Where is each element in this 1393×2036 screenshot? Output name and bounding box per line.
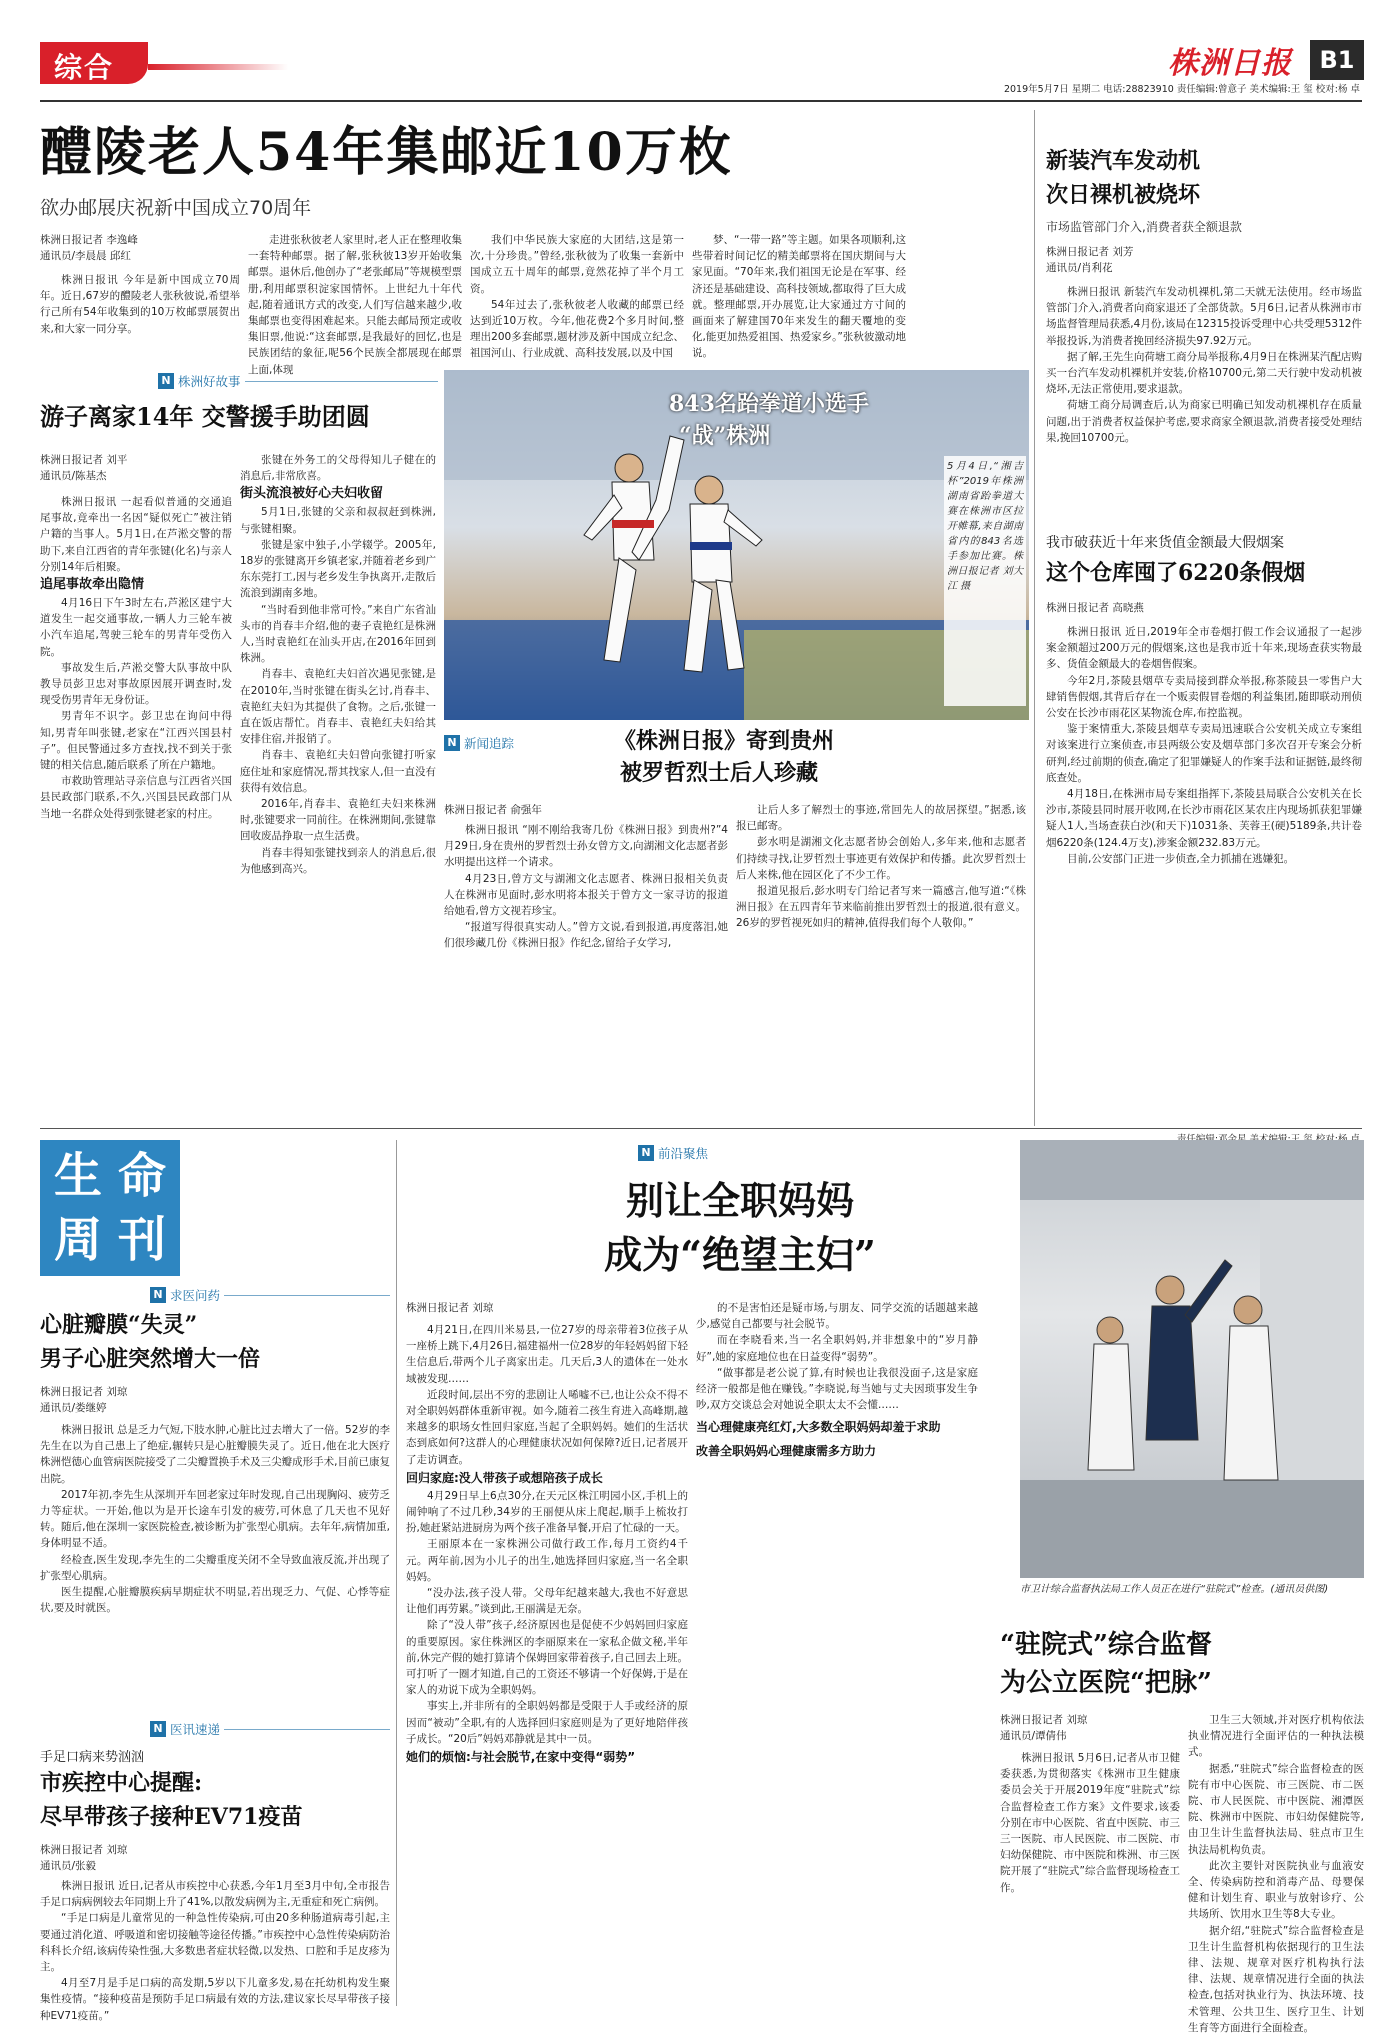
section-tag — [40, 42, 148, 84]
guizhou-byline: 株洲日报记者 俞强年 — [444, 804, 542, 816]
hfmd-byline: 株洲日报记者 刘琼 通讯员/张毅 — [40, 1844, 128, 1872]
guizhou-para: 彭水明是湖湘文化志愿者协会创始人,多年来,他和志愿者们持续寻找,让罗哲烈士事迹更有效保护和传播。此次罗哲烈士后人来株,他在园区化了不少工作。 — [736, 836, 1026, 881]
kicker-text: 前沿聚焦 — [658, 1146, 709, 1161]
kicker-n-icon: N — [638, 1145, 654, 1161]
lead-title: 醴陵老人54年集邮近10万枚 — [40, 122, 733, 183]
mom-para: 的不是害怕还是疑市场,与朋友、同学交流的话题越来越少,感觉自己都要与社会脱节。 — [696, 1302, 978, 1331]
traffic-para: 肖春丰得知张键找到亲人的消息后,很为他感到高兴。 — [240, 846, 436, 875]
hospital-title-1: “驻院式”综合监督 — [1000, 1630, 1212, 1660]
traffic-para: 4月16日下午3时左右,芦淞区建宁大道发生一起交通事故,一辆人力三轮车被小汽车追尾,驾驶三轮车的男青年受伤入院。 — [40, 597, 232, 658]
mom-sub-1: 回归家庭:没人带孩子或想陪孩子成长 — [406, 1470, 603, 1485]
mom-para: “做事都是老公说了算,有时候也让我很没面子,这是家庭经济一般都是他在赚钱。”李晓说,每当她与丈夫因琐事发生争吵,双方交谈总会对她说全职太太不会懂…… — [696, 1366, 978, 1412]
lead-para: 54年过去了,张秋彼老人收藏的邮票已经达到近10万枚。今年,他花费2个多月时间,整理出200多套邮票,题材涉及新中国成立纪念、祖国河山、行业成就、高科技发展,以及中国 — [470, 298, 684, 360]
traffic-para: “当时看到他非常可怜。”来自广东省汕头市的肖春丰介绍,他的妻子袁艳红是株洲人,当时袁艳红在汕头开店,在2016年回到株洲。 — [240, 603, 436, 665]
hospital-body — [1000, 1750, 1180, 2006]
traffic-para: 张键是家中独子,小学辍学。2005年,18岁的张键离开乡镇老家,并随着老乡到广东东莞打工,因与老乡发生争执离开,走散后流浪到湖南多地。 — [240, 538, 436, 600]
vertical-rule-right — [1034, 110, 1035, 1126]
page-number — [1310, 40, 1364, 80]
cig-para: 目前,公安部门正进一步侦查,全力抓捕在逃嫌犯。 — [1067, 852, 1295, 865]
hospital-para: 卫生三大领域,并对医疗机构依法执业情况进行全面评估的一种执法模式。 — [1188, 1714, 1364, 1759]
photo-title-line-2: “战”株洲 — [679, 423, 771, 449]
hfmd-para: “手足口病是儿童常见的一种急性传染病,可由20多种肠道病毒引起,主要通过消化道、呼吸道和密切接触等途径传播。”市疾控中心急性传染病防治科科长介绍,该病传染性强,大多数患者症状轻微,以发热、口腔和手足皮疹为主。 — [40, 1912, 390, 1974]
car-title-2: 次日裸机被烧坏 — [1046, 182, 1201, 208]
paper-name: 株洲日报 — [1168, 46, 1292, 81]
heart-title-1: 心脏瓣膜“失灵” — [40, 1312, 198, 1338]
heart-para: 2017年初,李先生从深圳开车回老家过年时发现,自己出现胸闷、疲劳乏力等症状。一开始,他以为是开长途车引发的疲劳,可休息了几天也不见好转。随后,他在深圳一家医院检查,被诊断为扩张型心肌病。去年年,病情加重,身体明显不适。 — [40, 1488, 390, 1550]
mom-para: 4月21日,在四川米易县,一位27岁的母亲带着3位孩子从一座桥上跳下,4月26日,福建福州一位28岁的年轻妈妈留下轻生信息后,带两个儿子离家出走。几天后,3人的遗体在一处水域被发现…… — [406, 1324, 688, 1385]
heart-para: 医生提醒,心脏瓣膜疾病早期症状不明显,若出现乏力、气促、心悸等症状,要及时就医。 — [40, 1586, 390, 1615]
cig-para: 株洲日报讯 近日,2019年全市卷烟打假工作会议通报了一起涉案金额超过200万元的假烟案,这也是我市近十年来,现场查获实物最多、货值金额最大的卷烟售假案。 — [1046, 626, 1362, 671]
cig-title: 这个仓库囤了6220条假烟 — [1046, 560, 1306, 586]
guizhou-para: 让后人多了解烈士的事迹,常回先人的故居探望。”据悉,该报已邮寄。 — [736, 804, 1026, 833]
kicker-tracking — [444, 734, 604, 752]
kicker-n-icon: N — [150, 1721, 166, 1737]
kicker-text: 求医问药 — [170, 1288, 221, 1303]
lead-col-2 — [248, 232, 462, 376]
mom-para: 王丽原本在一家株洲公司做行政工作,每月工资约4千元。两年前,因为小儿子的出生,她选择回归家庭,当一名全职妈妈。 — [406, 1538, 688, 1583]
mom-col-1 — [406, 1322, 688, 2006]
car-title-1: 新装汽车发动机 — [1046, 148, 1201, 174]
lead-para: 株洲日报讯 今年是新中国成立70周年。近日,67岁的醴陵老人张秋彼说,希望举行己所有54年收集到的10万枚邮票展贺出来,和大家一同分享。 — [40, 274, 240, 335]
lead-para: 我们中华民族大家庭的大团结,这是第一次,十分珍贵。”曾经,张秋彼为了收集一套新中国成立五十周年的邮票,竟然花掉了半个月工资。 — [470, 234, 684, 295]
lead-byline: 株洲日报记者 李逸峰 通讯员/李晨晨 邱红 — [40, 234, 138, 262]
life-char-3: 周 — [53, 1212, 102, 1268]
mom-col-2 — [696, 1300, 978, 2006]
car-para: 据了解,王先生向荷塘工商分局举报称,4月9日在株洲某汽配店购买一台汽车发动机裸机并安装,价格10700元,第二天行驶中发动机被烧坏,无法正常使用,要求退款。 — [1046, 350, 1362, 396]
traffic-para: 事故发生后,芦淞交警大队事故中队教导员彭卫忠对事故原因展开调查时,发现受伤男青年无身份证。 — [40, 661, 232, 707]
car-para: 荷塘工商分局调查后,认为商家已明确已知发动机裸机存在质量问题,出于消费者权益保护考虑,要求商家全额退款,消费者接受处理结果,挽回10700元。 — [1046, 399, 1362, 444]
lead-col-3 — [470, 232, 684, 372]
hospital-para: 据悉,“驻院式”综合监督检查的医院有市中心医院、市三医院、市二医院、市人民医院、市中医院、湘潭医院、株洲市中医院、市妇幼保健院等,由卫生计生监督执法局、驻点市卫生执法局机构负责。 — [1188, 1762, 1364, 1856]
kicker-text: 医讯速递 — [170, 1722, 221, 1737]
mom-para: 除了“没人带”孩子,经济原因也是促使不少妈妈回归家庭的重要原因。家住株洲区的李丽原来在一家私企做文秘,半年前,休完产假的她打算请个保姆回家带着孩子,自己回去上班。可打听了一圈才知道,自己的工资还不够请一个好保姆,于是在家人的劝说下成为全职妈妈。 — [406, 1619, 688, 1697]
traffic-para: 肖春丰、袁艳红夫妇首次遇见张键,是在2010年,当时张键在街头乞讨,肖春丰、袁艳红夫妇为其提供了食物。之后,张键一直在饭店帮忙。肖春丰、袁艳红夫妇给其安排住宿,并报销了。 — [240, 668, 436, 746]
hfmd-body — [40, 1878, 390, 2022]
traffic-byline: 株洲日报记者 刘平 通讯员/陈基杰 — [40, 454, 128, 482]
mom-byline: 株洲日报记者 刘琼 — [406, 1302, 494, 1314]
hfmd-para: 株洲日报讯 近日,记者从市疾控中心获悉,今年1月至3月中旬,全市报告手足口病病例较去年同期上升了41%,以散发病例为主,无重症和死亡病例。 — [40, 1880, 390, 1909]
kicker-frontier — [638, 1144, 768, 1162]
mom-para: 而在李晓看来,当一名全职妈妈,并非想象中的“岁月静好”,她的家庭地位也在日益变得“弱势”。 — [696, 1334, 978, 1363]
guizhou-para: 株洲日报讯 “刚不刚给我寄几份《株洲日报》到贵州?”4月29日,身在贵州的罗哲烈士孙女曾方文,向湖湘文化志愿者彭水明提出这样一个请求。 — [444, 824, 728, 869]
taekwondo-photo — [444, 370, 1029, 720]
masthead-info: 2019年5月7日 星期二 电话:28823910 责任编辑:曾意子 美术编辑:王 玺 校对:杨 卓 — [1003, 84, 1360, 95]
taekwondo-caption: 5月4日,“湘吉杯”2019年株洲湖南省跆拳道大赛在株洲市区拉开帷幕,来自湖南省内的843名选手参加比赛。株洲日报记者 刘大江 摄 — [944, 456, 1026, 706]
kicker-line — [224, 1729, 390, 1730]
heart-body — [40, 1422, 390, 1712]
hfmd-title-2: 尽早带孩子接种EV71疫苗 — [40, 1804, 303, 1830]
hospital-scene — [1020, 1140, 1364, 1578]
masthead-rule — [40, 100, 1362, 102]
hospital-title-2: 为公立医院“把脉” — [1000, 1668, 1212, 1698]
mom-para: 近段时间,层出不穷的悲剧让人唏嘘不已,也让公众不得不对全职妈妈群体重新审视。如今,随着二孩生育进入高峰期,越来越多的职场女性回归家庭,当起了全职妈妈。她们的生活状态到底如何?这群人的心理健康状况如何保障?近日,记者展开了走访调查。 — [406, 1388, 688, 1466]
hospital-para: 据介绍,“驻院式”综合监督检查是卫生计生监督机构依据现行的卫生法律、法规、规章对医疗机构执行法律、法规、规章情况进行全面的执法检查,包括对执业行为、执法环境、技术管理、公共卫生、医疗卫生、计划生育等方面进行全面检查。 — [1188, 1924, 1364, 2034]
mom-sub-4: 改善全职妈妈心理健康需多方助力 — [696, 1444, 877, 1459]
life-char-2: 命 — [117, 1148, 166, 1204]
heart-para: 株洲日报讯 总是乏力气短,下肢水肿,心脏比过去增大了一倍。52岁的李先生在以为自己患上了绝症,辗转只是心脏瓣膜失灵了。近日,他在北大医疗株洲恺德心血管病医院接受了二尖瓣置换手术及三尖瓣成形手术,目前已康复出院。 — [40, 1424, 390, 1485]
traffic-para: 市救助管理站寻亲信息与江西省兴国县民政部门联系,不久,兴国县民政部门从当地一名群众处得到张键老家的村庄。 — [40, 775, 232, 820]
heart-byline: 株洲日报记者 刘琼 通讯员/娄继婷 — [40, 1386, 128, 1414]
hospital-col-2 — [1188, 1712, 1364, 2034]
cig-para: 今年2月,茶陵县烟草专卖局接到群众举报,称茶陵县一零售户大肆销售假烟,其背后存在一个贩卖假冒卷烟的利益集团,随即联动刑侦公安在长沙市雨花区某物流仓库,布控监视。 — [1046, 674, 1362, 720]
kicker-n-icon: N — [150, 1287, 166, 1303]
guizhou-title-1: 《株洲日报》寄到贵州 — [614, 728, 835, 754]
cig-byline: 株洲日报记者 高晓燕 — [1046, 602, 1144, 614]
photo-title-line-1: 843名跆拳道小选手 — [669, 391, 869, 417]
kicker-traffic — [158, 372, 438, 390]
vertical-rule-lower-left — [396, 1140, 397, 2006]
life-weekly-banner — [40, 1140, 180, 1276]
cig-kicker-line: 我市破获近十年来货值金额最大假烟案 — [1046, 535, 1284, 551]
mom-title-2: 成为“绝望主妇” — [604, 1232, 876, 1277]
lead-col-4 — [692, 232, 906, 372]
kicker-line — [245, 381, 438, 382]
traffic-title: 游子离家14年 交警援手助团圆 — [40, 402, 370, 431]
kicker-text: 新闻追踪 — [464, 736, 515, 751]
kicker-n-icon: N — [158, 373, 174, 389]
traffic-col-1 — [40, 494, 232, 1120]
heart-para: 经检查,医生发现,李先生的二尖瓣重度关闭不全导致血液反流,并出现了扩张型心肌病。 — [40, 1553, 390, 1582]
mom-title-1: 别让全职妈妈 — [625, 1178, 854, 1223]
lead-para: 梦、“一带一路”等主题。如果各项顺利,这些带着时间记忆的精美邮票将在国庆期间与大家见面。“70年来,我们祖国无论是在军事、经济还是基础建设、高科技领域,都取得了巨大成就。整理邮票,开办展览,让大家通过方寸间的画面来了解建国70年来发生的翻天覆地的变化,能更加热爱祖国、热爱家乡。”张秋彼激动地说。 — [692, 234, 906, 360]
mom-para: 4月29日早上6点30分,在天元区株江明园小区,手机上的闹钟响了不过几秒,34岁的王丽便从床上爬起,顺手上梳妆打扮,她赶紧站进厨房为两个孩子准备早餐,开启了忙碌的一天。 — [406, 1489, 688, 1535]
kicker-medical-qa — [150, 1286, 390, 1304]
kicker-medical-news — [150, 1720, 390, 1738]
life-char-4: 刊 — [117, 1212, 166, 1268]
lead-para: 走进张秋彼老人家里时,老人正在整理收集一套特种邮票。据了解,张秋彼13岁开始收集邮票。退休后,他创办了“老张邮局”等规模型票册,利用邮票积淀家国情怀。上世纪九十年代起,随着通讯方式的改变,人们写信越来越少,收集邮票也变得困难起来。只能去邮局预定或收集旧票,他说:“这套邮票,是我最好的回忆,也是民族团结的象征,呢56个民族全都展现在邮票上面,体现 — [248, 234, 462, 376]
mid-rule — [40, 1128, 1362, 1129]
guizhou-para: 4月23日,曾方文与湖湘文化志愿者、株洲日报相关负责人在株洲市见面时,彭水明将本报关于曾方文一家寻访的报道给她看,曾方文视若珍宝。 — [444, 872, 728, 918]
cig-para: 4月18日,在株洲市局专案组指挥下,茶陵县局联合公安机关在长沙市,茶陵县同时展开收网,在长沙市雨花区某农庄内现场抓获犯罪嫌疑人1人,当场查获白沙(和天下)1031条、芙蓉王(硬)5189条,共计卷烟6220条(124.4万支),涉案金额232.83万元。 — [1046, 788, 1362, 849]
guizhou-col-2 — [736, 802, 1026, 1120]
hospital-photo-caption: 市卫计综合监督执法局工作人员正在进行“驻院式”检查。(通讯员供图) — [1020, 1584, 1329, 1595]
guizhou-col-1 — [444, 822, 728, 1120]
heart-title-2: 男子心脏突然增大一倍 — [40, 1346, 261, 1372]
paper-logo — [1168, 38, 1308, 80]
guizhou-para: “报道写得很真实动人。”曾方文说,看到报道,再度落泪,她们很珍藏几份《株洲日报》作纪念,留给子女学习, — [444, 921, 728, 950]
cig-para: 鉴于案情重大,茶陵县烟草专卖局迅速联合公安机关成立专案组对该案进行立案侦查,市县两级公安及烟草部门多次召开专案会分析研判,经过前期的侦查,确定了犯罪嫌疑人的作案手法和证据链,最终彻底查处。 — [1046, 723, 1362, 784]
car-byline: 株洲日报记者 刘芳 通讯员/肖利花 — [1046, 246, 1134, 274]
lead-subtitle: 欲办邮展庆祝新中国成立70周年 — [40, 197, 312, 219]
traffic-sub-1: 追尾事故牵出隐情 — [40, 577, 145, 593]
hospital-para: 株洲日报讯 5月6日,记者从市卫健委获悉,为贯彻落实《株洲市卫生健康委员会关于开展2019年度“驻院式”综合监督检查工作方案》文件要求,该委分别在市中心医院、省直中医院、市三三一医院、市人民医院、市二医院、市妇幼保健院、市中医院和株洲、市三医院开展了“驻院式”综合监督现场检查工作。 — [1000, 1752, 1180, 1894]
hospital-byline: 株洲日报记者 刘琼 通讯员/谭倩伟 — [1000, 1714, 1088, 1742]
kicker-line — [224, 1295, 390, 1296]
guizhou-title-2: 被罗哲烈士后人珍藏 — [620, 760, 819, 786]
hospital-para: 此次主要针对医院执业与血液安全、传染病防控和消毒产品、母婴保健和计划生育、职业与放射诊疗、公共场所、饮用水卫生等8大专业。 — [1188, 1859, 1364, 1921]
hfmd-kicker-line: 手足口病来势汹汹 — [40, 1750, 145, 1765]
traffic-para: 株洲日报讯 一起看似普通的交通追尾事故,竟牵出一名因“疑似死亡”被注销户籍的当事人。5月1日,在芦淞交警的帮助下,来自江西省的青年张键(化名)与亲人分别14年后相聚。 — [40, 496, 232, 573]
car-subtitle: 市场监管部门介入,消费者获全额退款 — [1046, 220, 1242, 234]
traffic-para: 2016年,肖春丰、袁艳红夫妇来株洲时,张键要求一同前往。在株洲期间,张键靠回收废品挣取一点生活费。 — [240, 798, 436, 843]
hfmd-title-1: 市疾控中心提醒: — [40, 1770, 203, 1796]
mom-sub-3: 当心理健康亮红灯,大多数全职妈妈却羞于求助 — [696, 1420, 941, 1435]
hfmd-para: 4月至7月是手足口病的高发期,5岁以下儿童多发,易在托幼机构发生聚集性疫情。“接种疫苗是预防手足口病最有效的方法,建议家长尽早带孩子接种EV71疫苗。” — [40, 1977, 390, 2022]
section-tag-stripe — [148, 64, 288, 70]
photo-title-box — [669, 388, 929, 478]
traffic-col-2 — [240, 452, 436, 1120]
hospital-photo — [1020, 1140, 1364, 1578]
traffic-para: 男青年不识字。彭卫忠在询问中得知,男青年叫张键,老家在“江西兴国县村子”。但民警通过多方查找,找不到关于张键的相关信息,随后联系了所在户籍地。 — [40, 710, 232, 772]
traffic-para: 张键在外务工的父母得知儿子健在的消息后,非常欣喜。 — [240, 454, 436, 483]
kicker-n-icon: N — [444, 735, 460, 751]
kicker-text: 株洲好故事 — [178, 374, 241, 389]
traffic-para: 5月1日,张键的父亲和叔叔赶到株洲,与张键相聚。 — [240, 506, 436, 535]
car-body — [1046, 284, 1362, 502]
traffic-para: 肖春丰、袁艳红夫妇曾向张键打听家庭住址和家庭情况,帮其找家人,但一直没有获得有效信息。 — [240, 749, 436, 794]
mom-sub-2: 她们的烦恼:与社会脱节,在家中变得“弱势” — [406, 1750, 636, 1765]
guizhou-para: 报道见报后,彭水明专门给记者写来一篇感言,他写道:“《株洲日报》在五四青年节来临前推出罗哲烈士的报道,很有意义。26岁的罗哲视死如归的精神,值得我们每个人敬仰。” — [736, 885, 1026, 930]
mom-para: “没办法,孩子没人带。父母年纪越来越大,我也不好意思让他们再劳累。”谈到此,王丽满是无奈。 — [406, 1587, 688, 1616]
section-label: 综合 — [54, 51, 115, 84]
car-para: 株洲日报讯 新装汽车发动机裸机,第二天就无法使用。经市场监管部门介入,消费者向商家退还了全部货款。5月6日,记者从株洲市市场监督管理局获悉,4月份,该局在12315投诉受理中心共受理5312件举报投诉,为消费者挽回经济损失97.92万元。 — [1046, 286, 1362, 347]
traffic-sub-2: 街头流浪被好心夫妇收留 — [240, 486, 384, 502]
mom-para: 事实上,并非所有的全职妈妈都是受限于人手或经济的原因而“被动”全职,有的人选择回归家庭则是为了更好地陪伴孩子成长。“20后”妈妈邓静就是其中一员。 — [406, 1700, 688, 1745]
lead-col-1 — [40, 272, 240, 372]
life-char-1: 生 — [53, 1148, 102, 1204]
page-number-text: B1 — [1319, 46, 1355, 74]
cig-body — [1046, 624, 1362, 1120]
